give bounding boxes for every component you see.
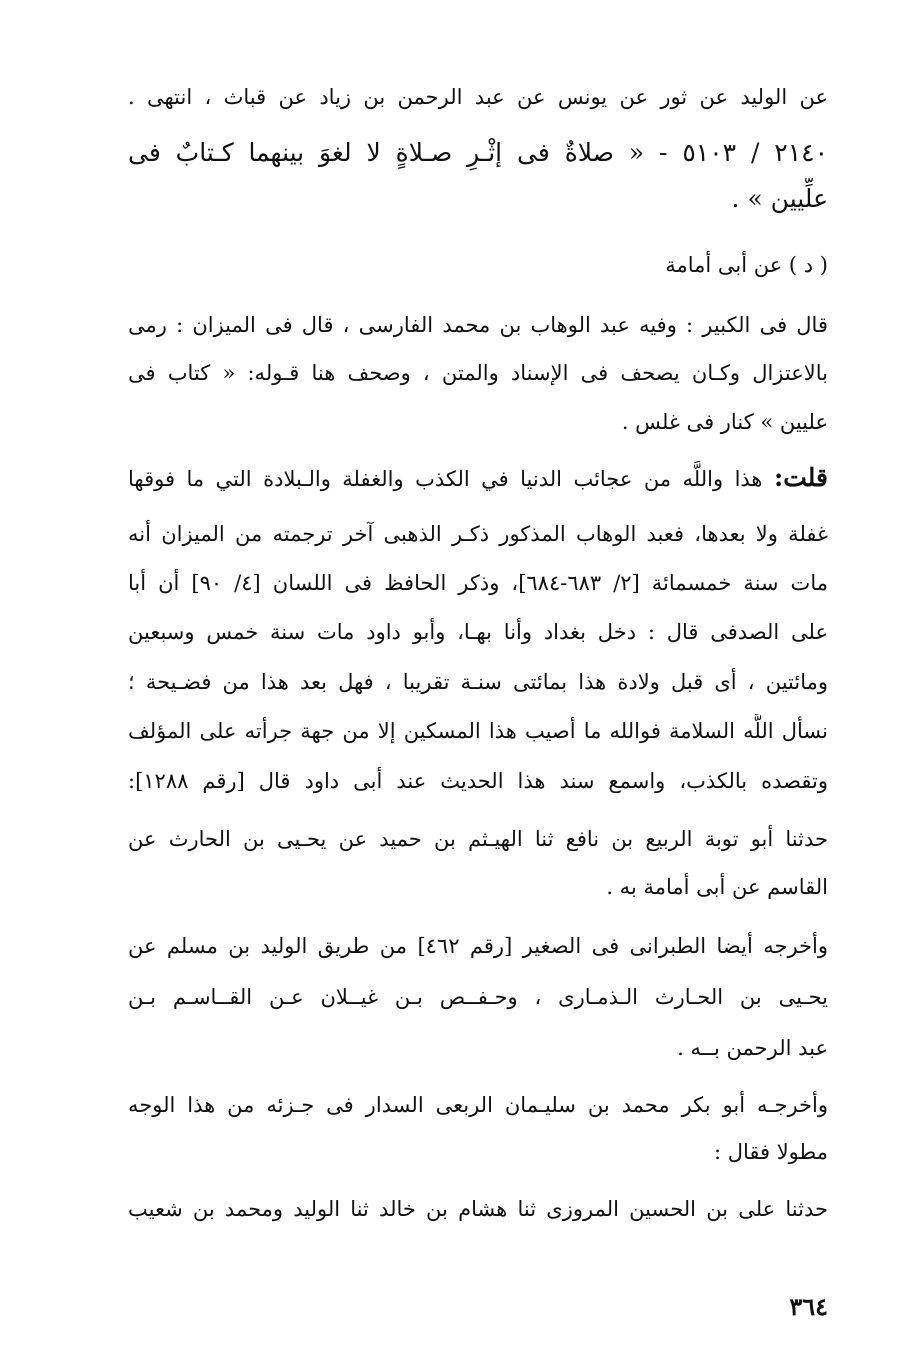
qult-paragraph-first-line	[128, 461, 828, 497]
qult-label: قلت:	[773, 463, 828, 492]
text-line-12: ومائتين ، أى قبل ولادة هذا بمائتى سنـة تقريبا ، فهل بعد هذا من فضـيحة ؛	[128, 670, 828, 694]
source-attribution: ( د ) عن أبى أمامة	[665, 253, 828, 277]
hadith-heading-line-2: علِّيين » .	[731, 184, 828, 213]
text-line-6: بالاعتزال وكـان يصحف فى الإسناد والمتن ، وصحف هنا قـوله: « كتاب فى	[128, 361, 828, 385]
text-line-15: حدثنا أبو توبة الربيع بن نافع ثنا الهيـثم بن حميد عن يحـيى بن الحارث عن	[128, 827, 828, 851]
text-line-5: قال فى الكبير : وفيه عبد الوهاب بن محمد الفارسى ، قال فى الميزان : رمى	[128, 313, 828, 337]
text-line-1: عن الوليد عن ثور عن يونس عن عبد الرحمن بن زياد عن قباث ، انتهى .	[128, 85, 828, 109]
page-number: ٣٦٤	[789, 1292, 828, 1321]
hadith-heading-line-1: ٢١٤٠ / ٥١٠٣ - « صلاةٌ فى إثْـرِ صـلاةٍ لا لغوَ بينهما كـتابٌ فى	[128, 138, 828, 167]
text-line-14: وتقصده بالكذب، واسمع سند هذا الحديث عند أبى داود قال [رقم ١٢٨٨]:	[128, 769, 828, 793]
text-line-22: حدثنا على بن الحسين المروزى ثنا هشام بن خالد ثنا الوليد ومحمد بن شعيب	[128, 1197, 828, 1221]
text-line-13: نسأل اللَّه السلامة فوالله ما أصيب هذا المسكين إلا من جهة جرأته على المؤلف	[128, 719, 828, 743]
text-line-18: يحـيى بن الحـارث الـذمـارى ، وحـفــص بـن غيــلان عـن القــاسـم بـن	[128, 985, 828, 1009]
text-line-17: وأخرجه أيضا الطبرانى فى الصغير [رقم ٤٦٢] من طريق الوليد بن مسلم عن	[128, 934, 828, 958]
text-line-9: غفلة ولا بعدها، فعبد الوهاب المذكور ذكـر الذهبى آخر ترجمته من الميزان أنه	[128, 522, 828, 546]
qult-line-text: هذا واللَّه من عجائب الدنيا في الكذب والغفلة والـبلادة التي ما فوقها	[128, 467, 763, 491]
text-line-7: عليين » كنار فى غلس .	[621, 410, 828, 434]
text-line-20: وأخرجـه أبو بكر محمد بن سليـمان الربعى السدار فى جـزئه من هذا الوجه	[128, 1093, 828, 1117]
text-line-11: على الصدفى قال : دخل بغداد وأنا بهـا، وأبو داود مات سنة خمس وسبعين	[128, 620, 828, 644]
text-line-10: مات سنة خمسمائة [٢/ ٦٨٣-٦٨٤]، وذكر الحافظ فى اللسان [٤/ ٩٠] أن أبا	[128, 571, 828, 595]
text-line-21: مطولا فقال :	[713, 1140, 828, 1164]
text-line-19: عبد الرحمن بــه .	[677, 1036, 828, 1060]
text-line-16: القاسم عن أبى أمامة به .	[606, 875, 828, 899]
